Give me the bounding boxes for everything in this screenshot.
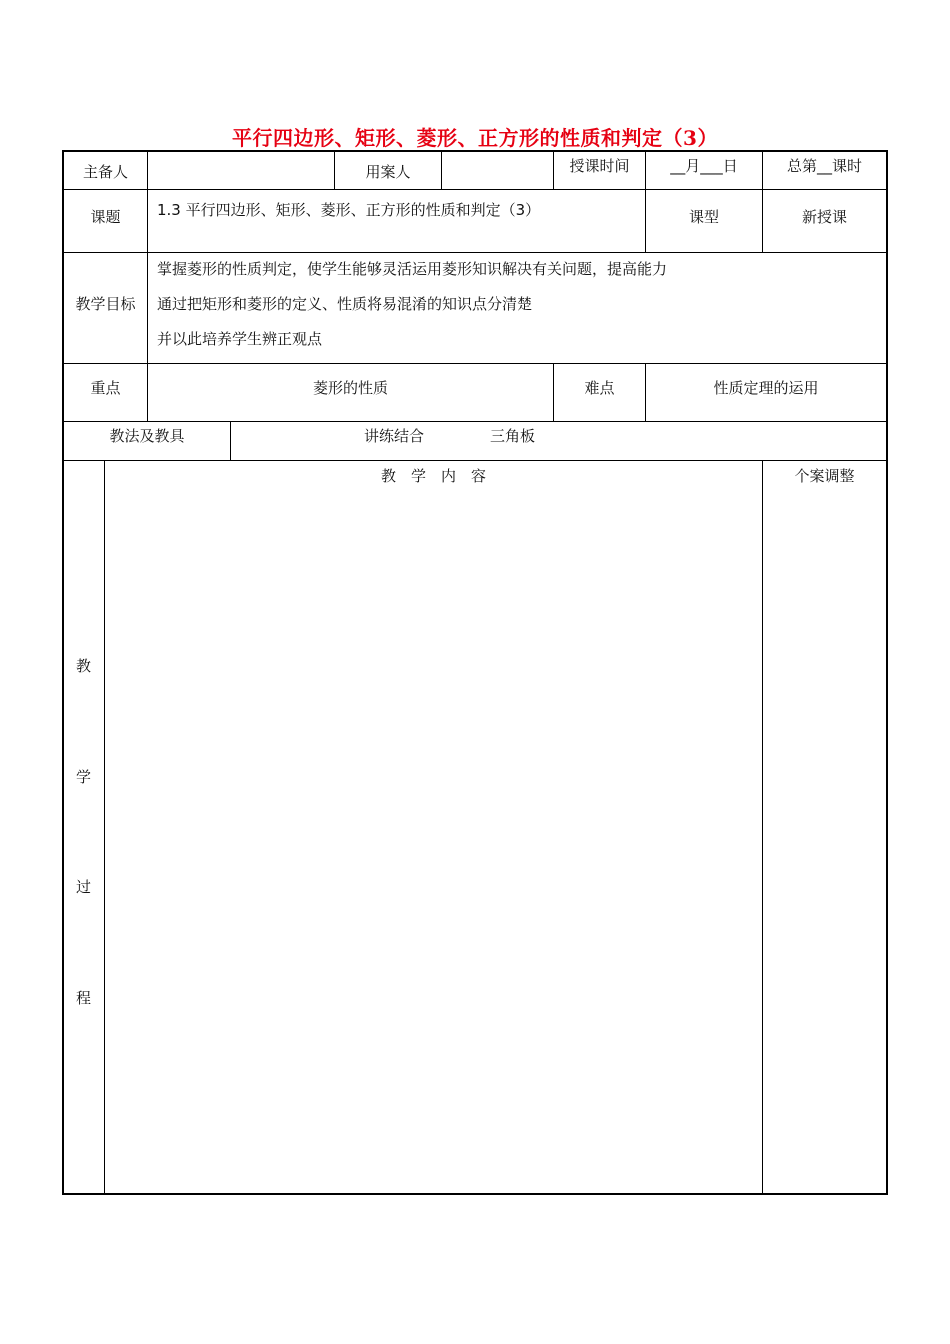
difficulty-value: 性质定理的运用 (713, 379, 819, 397)
row-divider (62, 460, 888, 461)
col-divider (147, 252, 148, 363)
process-side-char: 教 (75, 657, 91, 675)
case-adjustment-area[interactable] (764, 490, 885, 1190)
methods-label: 教法及教具 (109, 427, 185, 445)
row-divider (62, 363, 888, 364)
lesson-type-label: 课型 (688, 208, 719, 226)
objective-line: 掌握菱形的性质判定，使学生能够灵活运用菱形知识解决有关问题，提高能力 (157, 260, 668, 278)
process-side-char: 过 (75, 878, 91, 896)
difficulty-label: 难点 (584, 379, 615, 397)
table-top-border (62, 150, 888, 152)
objective-line: 并以此培养学生辨正观点 (157, 330, 323, 348)
key-point-value: 菱形的性质 (312, 379, 388, 397)
table-bottom-border (62, 1193, 888, 1195)
document-title: 平行四边形、矩形、菱形、正方形的性质和判定（3） (232, 126, 718, 150)
case-adjustment-header: 个案调整 (794, 467, 855, 485)
row-divider (62, 421, 888, 422)
col-divider (147, 189, 148, 252)
teaching-content-header: 教 学 内 容 (380, 467, 486, 485)
objective-line: 通过把矩形和菱形的定义、性质将易混淆的知识点分清楚 (157, 295, 533, 313)
col-divider (104, 460, 105, 1194)
topic-value: 1.3 平行四边形、矩形、菱形、正方形的性质和判定（3） (157, 201, 541, 219)
process-side-char: 学 (75, 768, 91, 786)
topic-label: 课题 (90, 208, 121, 226)
col-divider (762, 460, 763, 1194)
tools-value: 三角板 (490, 427, 536, 445)
date-field: __月___日 (670, 157, 738, 175)
teaching-time-label: 授课时间 (569, 157, 630, 175)
preparer-label: 主备人 (82, 163, 128, 181)
row-divider (62, 252, 888, 253)
col-divider (230, 421, 231, 460)
col-divider (147, 150, 148, 189)
table-right-border (886, 150, 888, 1195)
teaching-content-area[interactable] (106, 490, 761, 1190)
period-field: 总第__课时 (786, 157, 862, 175)
lesson-type-value: 新授课 (801, 208, 847, 226)
methods-value: 讲练结合 (364, 427, 425, 445)
row-divider (62, 189, 888, 190)
objectives-label: 教学目标 (75, 295, 136, 313)
user-label: 用案人 (365, 163, 411, 181)
process-side-char: 程 (75, 989, 91, 1007)
key-point-label: 重点 (90, 379, 121, 397)
col-divider (441, 150, 442, 189)
